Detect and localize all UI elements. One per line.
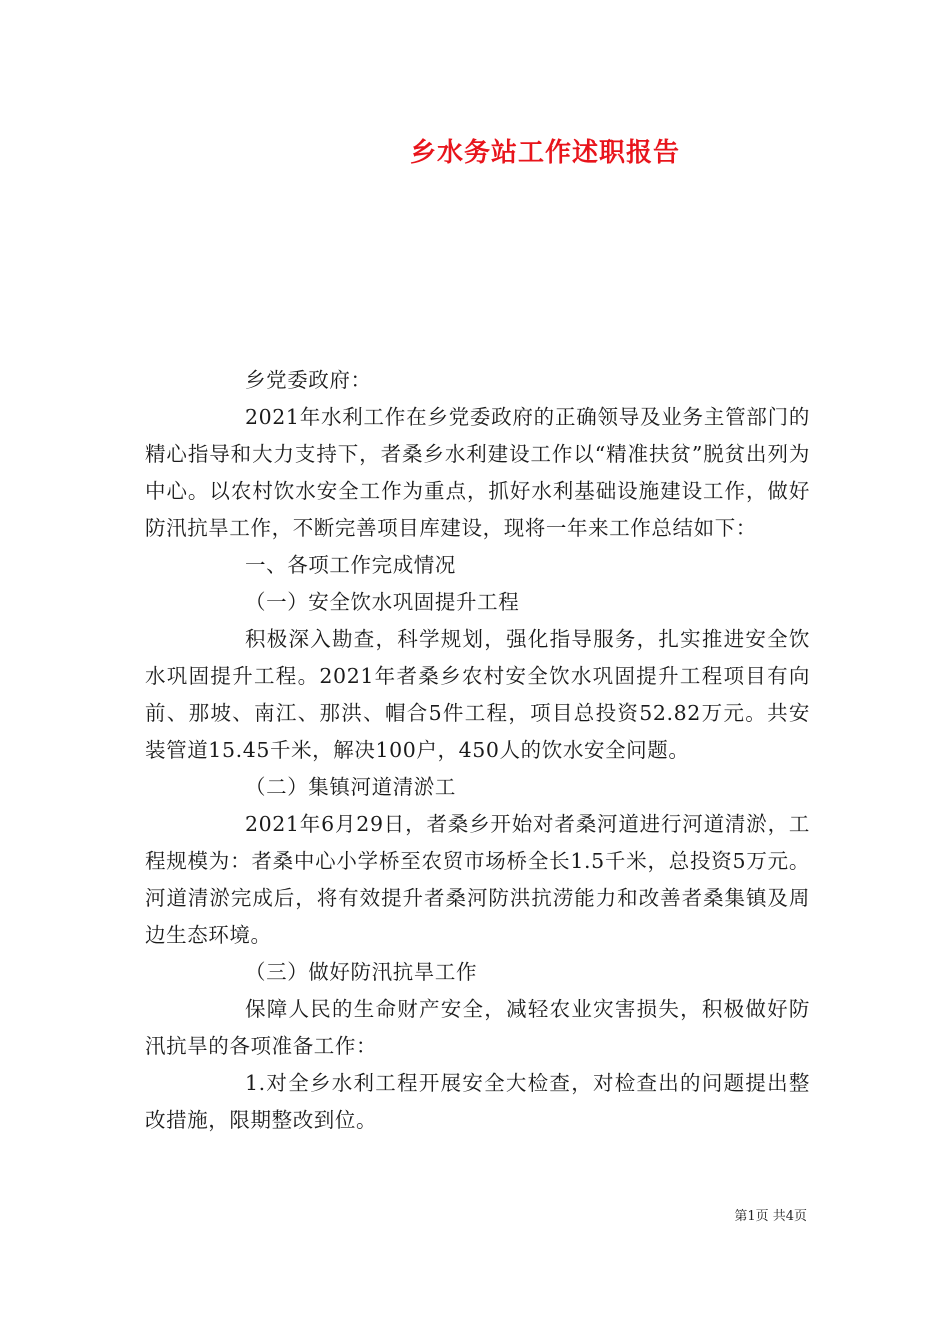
paragraph: 积极深入勘查，科学规划，强化指导服务，扎实推进安全饮水巩固提升工程。2021年者桑乡农村安全饮水巩固提升工程项目有向前、那坡、南江、那洪、帽合5件工程，项目总投资52.82万元。共安装管道15.45千米，解决100户，450人的饮水安全问题。 [145, 627, 810, 762]
paragraph: 2021年水利工作在乡党委政府的正确领导及业务主管部门的精心指导和大力支持下，者桑乡水利建设工作以“精准扶贫”脱贫出列为中心。以农村饮水安全工作为重点，抓好水利基础设施建设工作，做好防汛抗旱工作，不断完善项目库建设，现将一年来工作总结如下： [145, 405, 810, 540]
salutation: 乡党委政府： [245, 368, 372, 392]
document-title: 乡水务站工作述职报告 [409, 138, 680, 168]
section-heading: 一、各项工作完成情况 [245, 553, 456, 577]
page-number: 第1页 共4页 [734, 1209, 807, 1224]
paragraph: 1.对全乡水利工程开展安全大检查，对检查出的问题提出整改措施，限期整改到位。 [145, 1071, 810, 1132]
paragraph: 保障人民的生命财产安全，减轻农业灾害损失，积极做好防汛抗旱的各项准备工作： [145, 997, 810, 1058]
subsection-heading: （一）安全饮水巩固提升工程 [245, 590, 520, 614]
subsection-heading: （三）做好防汛抗旱工作 [245, 960, 478, 984]
subsection-heading: （二）集镇河道清淤工 [245, 775, 456, 799]
paragraph: 2021年6月29日，者桑乡开始对者桑河道进行河道清淤，工程规模为：者桑中心小学桥至农贸市场桥全长1.5千米，总投资5万元。河道清淤完成后，将有效提升者桑河防洪抗涝能力和改善者桑集镇及周边生态环境。 [145, 812, 810, 947]
document-body [145, 362, 810, 1139]
